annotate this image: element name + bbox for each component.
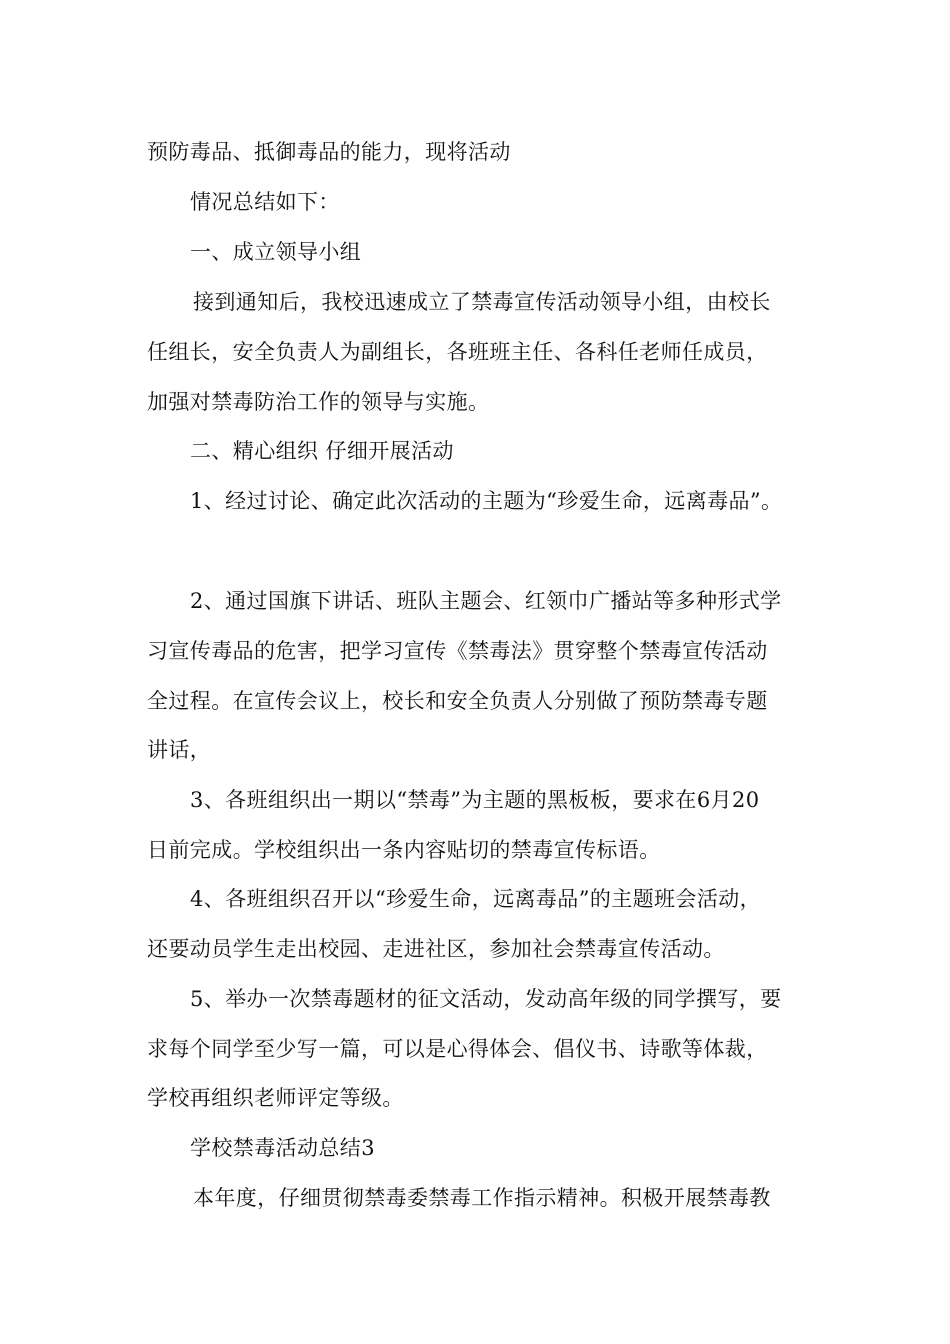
text-line-11: 全过程。在宣传会议上，校长和安全负责人分别做了预防禁毒专题: [147, 689, 768, 713]
text-line-9: 2、通过国旗下讲话、班队主题会、红领巾广播站等多种形式学: [190, 589, 782, 613]
text-line-21: 本年度，仔细贯彻禁毒委禁毒工作指示精神。积极开展禁毒教: [193, 1186, 771, 1210]
text-line-12: 讲话，: [147, 738, 212, 762]
text-line-4: 接到通知后，我校迅速成立了禁毒宣传活动领导小组，由校长: [193, 290, 771, 314]
text-line-2: 情况总结如下：: [190, 190, 340, 214]
section-title-3: 学校禁毒活动总结3: [190, 1136, 375, 1160]
text-line-14: 日前完成。学校组织出一条内容贴切的禁毒宣传标语。: [147, 838, 661, 862]
text-line-6: 加强对禁毒防治工作的领导与实施。: [147, 390, 490, 414]
text-line-15: 4、各班组织召开以“珍爱生命，远离毒品”的主题班会活动，: [190, 887, 762, 911]
text-line-13: 3、各班组织出一期以“禁毒”为主题的黑板板，要求在6月20: [190, 788, 760, 812]
section-heading-1: 一、成立领导小组: [190, 240, 362, 264]
text-line-16: 还要动员学生走出校园、走进社区，参加社会禁毒宣传活动。: [147, 937, 725, 961]
text-line-17: 5、举办一次禁毒题材的征文活动，发动高年级的同学撰写，要: [190, 987, 782, 1011]
text-line-1: 预防毒品、抵御毒品的能力，现将活动: [147, 140, 511, 164]
text-line-18: 求每个同学至少写一篇，可以是心得体会、倡仪书、诗歌等体裁，: [147, 1037, 768, 1061]
text-line-5: 任组长，安全负责人为副组长，各班班主任、各科任老师任成员，: [147, 340, 768, 364]
text-line-10: 习宣传毒品的危害，把学习宣传《禁毒法》贯穿整个禁毒宣传活动: [147, 639, 768, 663]
text-line-19: 学校再组织老师评定等级。: [147, 1086, 404, 1110]
section-heading-2: 二、精心组织 仔细开展活动: [190, 439, 454, 463]
text-line-8: 1、经过讨论、确定此次活动的主题为“珍爱生命，远离毒品”。: [190, 489, 783, 513]
